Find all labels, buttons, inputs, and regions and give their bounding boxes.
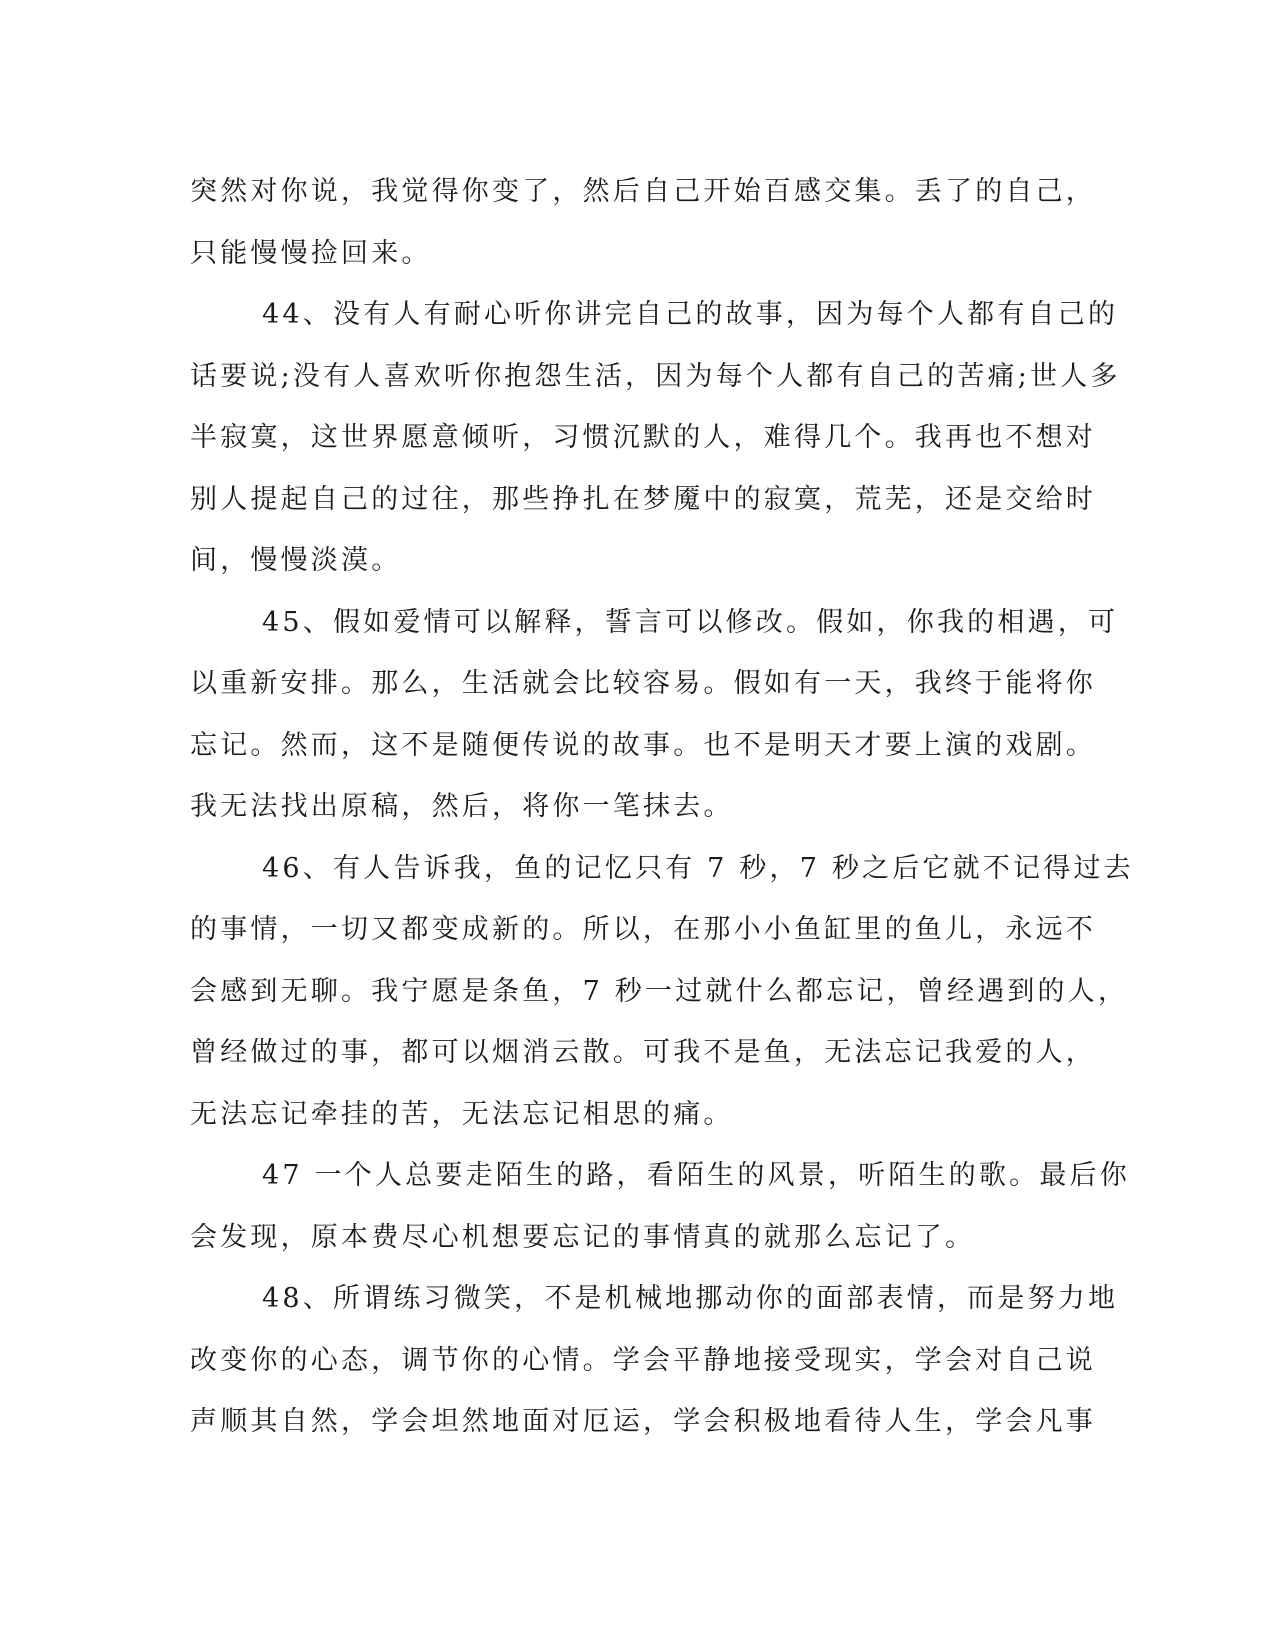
text-line: 的事情，一切又都变成新的。所以，在那小小鱼缸里的鱼儿，永远不 <box>190 914 1096 945</box>
text-line: 会感到无聊。我宁愿是条鱼，7 秒一过就什么都忘记，曾经遇到的人， <box>190 975 1129 1007</box>
paragraph-start-46: 46、有人告诉我，鱼的记忆只有 7 秒，7 秒之后它就不记得过去 <box>262 852 1134 884</box>
text-line: 以重新安排。那么，生活就会比较容易。假如有一天，我终于能将你 <box>190 668 1096 699</box>
text-line: 改变你的心态，调节你的心情。学会平静地接受现实，学会对自己说 <box>190 1344 1096 1376</box>
text-line: 我无法找出原稿，然后，将你一笔抹去。 <box>190 791 734 822</box>
paragraph-start-48: 48、所谓练习微笑，不是机械地挪动你的面部表情，而是努力地 <box>262 1283 1119 1314</box>
text-line: 无法忘记牵挂的苦，无法忘记相思的痛。 <box>190 1098 734 1130</box>
text-line: 声顺其自然，学会坦然地面对厄运，学会积极地看待人生，学会凡事 <box>190 1406 1096 1437</box>
text-line: 只能慢慢捡回来。 <box>190 237 432 269</box>
text-line: 间，慢慢淡漠。 <box>190 545 402 576</box>
text-line: 突然对你说，我觉得你变了，然后自己开始百感交集。丢了的自己， <box>190 176 1096 207</box>
text-line: 话要说;没有人喜欢听你抱怨生活，因为每个人都有自己的苦痛;世人多 <box>190 360 1121 392</box>
text-line: 忘记。然而，这不是随便传说的故事。也不是明天才要上演的戏剧。 <box>190 729 1096 761</box>
text-line: 半寂寞，这世界愿意倾听，习惯沉默的人，难得几个。我再也不想对 <box>190 422 1096 453</box>
text-line: 曾经做过的事，都可以烟消云散。可我不是鱼，无法忘记我爱的人， <box>190 1037 1096 1068</box>
text-line: 别人提起自己的过往，那些挣扎在梦魇中的寂寞，荒芜，还是交给时 <box>190 483 1096 515</box>
document-body <box>190 161 1134 1453</box>
text-line: 会发现，原本费尽心机想要忘记的事情真的就那么忘记了。 <box>190 1221 976 1253</box>
paragraph-start-44: 44、没有人有耐心听你讲完自己的故事，因为每个人都有自己的 <box>262 299 1119 330</box>
paragraph-start-45: 45、假如爱情可以解释，誓言可以修改。假如，你我的相遇，可 <box>262 606 1119 638</box>
paragraph-start-47: 47 一个人总要走陌生的路，看陌生的风景，听陌生的歌。最后你 <box>262 1160 1130 1191</box>
